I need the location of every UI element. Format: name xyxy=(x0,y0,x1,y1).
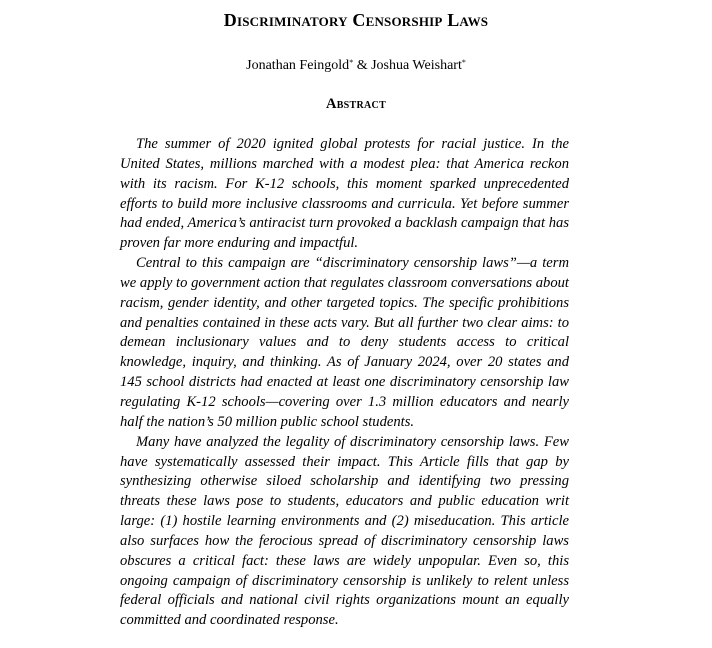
abstract-paragraph-2: Central to this campaign are “discriminatory censorship laws”—a term we apply to government action that regulates classroom conversations about racism, gender identity, and other targeted topics. The specific prohibitions and penalties contained in these acts vary. But all further two clear aims: to demean inclusionary values and to deny students access to critical knowledge, inquiry, and thinking. As of January 2024, over 20 states and 145 school districts had enacted at least one discriminatory censorship law regulating K-12 schools—covering over 1.3 million educators and nearly half the nation’s 50 million public school students. xyxy=(120,255,569,430)
author-footnote-mark-1: * xyxy=(349,58,354,67)
author-name-2: Joshua Weishart xyxy=(371,58,462,73)
author-separator: & xyxy=(353,58,372,73)
abstract-paragraph-1: The summer of 2020 ignited global protests for racial justice. In the United States, millions marched with a modest plea: that America reckon with its racism. For K-12 schools, this moment sparked unprecedented efforts to build more inclusive classrooms and curricula. Yet before summer had ended, America’s antiracist turn provoked a backlash campaign that has proven far more enduring and impactful. xyxy=(120,136,569,252)
abstract-body xyxy=(120,135,569,631)
article-title: Discriminatory Censorship Laws xyxy=(223,10,489,30)
author-name-1: Jonathan Feingold xyxy=(246,58,350,73)
author-line xyxy=(0,58,712,74)
abstract-paragraph-3: Many have analyzed the legality of discriminatory censorship laws. Few have systematically assessed their impact. This Article fills that gap by synthesizing otherwise siloed scholarship and identifying two pressing threats these laws pose to students, educators and public education writ large: (1) hostile learning environments and (2) miseducation. This article also surfaces how the ferocious spread of discriminatory censorship laws obscures a critical fact: these laws are widely unpopular. Even so, this ongoing campaign of discriminatory censorship is unlikely to relent unless federal officials and national civil rights organizations mount an equally committed and coordinated response. xyxy=(120,433,569,629)
author-footnote-mark-2: * xyxy=(461,58,466,67)
abstract-heading: Abstract xyxy=(325,96,387,112)
